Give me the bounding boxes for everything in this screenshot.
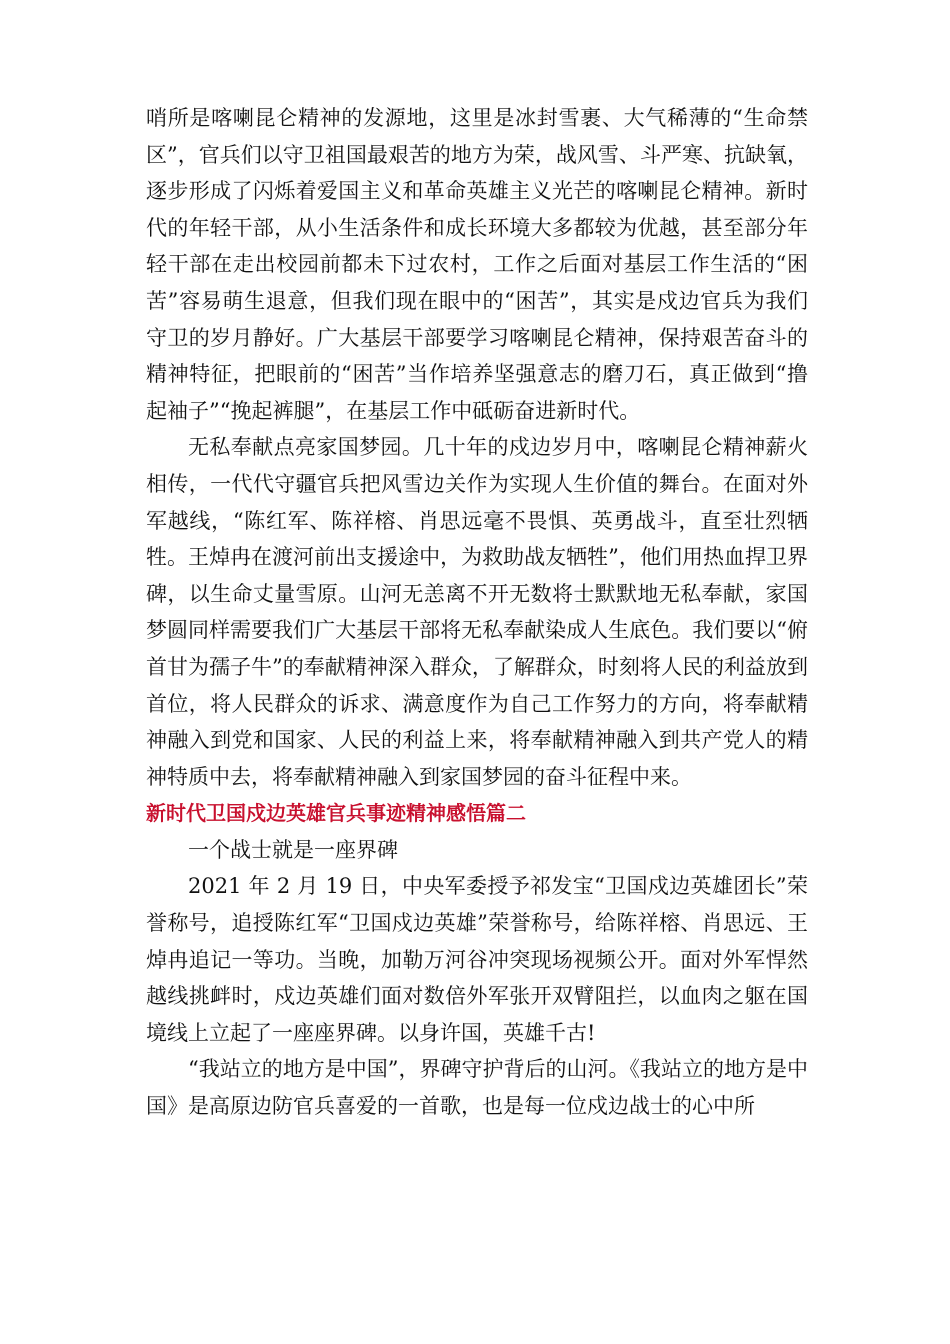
body-paragraph: 无私奉献点亮家国梦园。几十年的戍边岁月中，喀喇昆仑精神薪火相传，一代代守疆官兵把风雪边关作为实现人生价值的舞台。在面对外军越线，“陈红军、陈祥榕、肖思远毫不畏惧、英勇战斗，直至壮烈牺牲。王焯冉在渡河前出支援途中，为救助战友牺牲”，他们用热血捍卫界碑，以生命丈量雪原。山河无恙离不开无数将士默默地无私奉献，家国梦圆同样需要我们广大基层干部将无私奉献染成人生底色。我们要以“俯首甘为孺子牛”的奉献精神深入群众，了解群众，时刻将人民的利益放到首位，将人民群众的诉求、满意度作为自己工作努力的方向，将奉献精神融入到党和国家、人民的利益上来，将奉献精神融入到共产党人的精神特质中去，将奉献精神融入到家国梦园的奋斗征程中来。 (146, 435, 808, 789)
document-body (146, 100, 808, 1125)
body-paragraph: 哨所是喀喇昆仑精神的发源地，这里是冰封雪裹、大气稀薄的“生命禁区”，官兵们以守卫祖国最艰苦的地方为荣，战风雪、斗严寒、抗缺氧，逐步形成了闪烁着爱国主义和革命英雄主义光芒的喀喇昆仑精神。新时代的年轻干部，从小生活条件和成长环境大多都较为优越，甚至部分年轻干部在走出校园前都未下过农村，工作之后面对基层工作生活的“困苦”容易萌生退意，但我们现在眼中的“困苦”，其实是戍边官兵为我们守卫的岁月静好。广大基层干部要学习喀喇昆仑精神，保持艰苦奋斗的精神特征，把眼前的“困苦”当作培养坚强意志的磨刀石，真正做到“撸起袖子”“挽起裤腿”，在基层工作中砥砺奋进新时代。 (146, 106, 808, 423)
body-paragraph: 2021 年 2 月 19 日，中央军委授予祁发宝“卫国戍边英雄团长”荣誉称号，追授陈红军“卫国戍边英雄”荣誉称号，给陈祥榕、肖思远、王焯冉追记一等功。当晚，加勒万河谷冲突现场视频公开。面对外军悍然越线挑衅时，戍边英雄们面对数倍外军张开双臂阻拦，以血肉之躯在国境线上立起了一座座界碑。以身许国，英雄千古! (146, 874, 808, 1045)
body-paragraph: “我站立的地方是中国”，界碑守护背后的山河。《我站立的地方是中国》是高原边防官兵喜爱的一首歌，也是每一位戍边战士的心中所 (146, 1057, 808, 1119)
section-heading: 新时代卫国戍边英雄官兵事迹精神感悟篇二 (146, 801, 526, 826)
section-subtitle: 一个战士就是一座界碑 (188, 837, 398, 862)
